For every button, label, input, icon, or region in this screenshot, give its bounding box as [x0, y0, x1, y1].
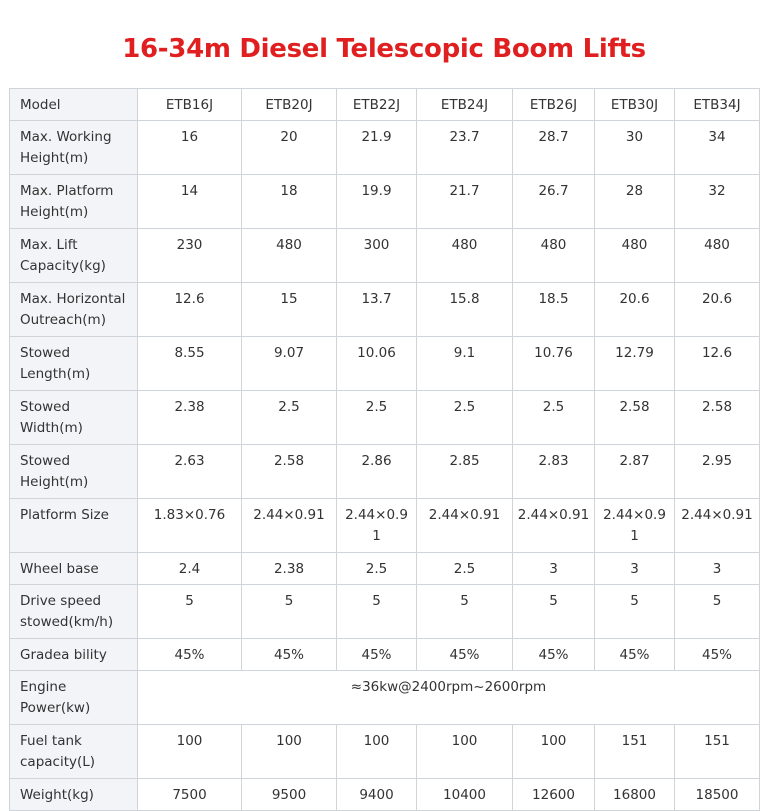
table-cell: 3	[595, 553, 675, 585]
table-row	[10, 391, 760, 445]
table-cell: 13.7	[337, 283, 417, 337]
row-label: Max. Platform Height(m)	[10, 175, 138, 229]
table-cell: 34	[675, 121, 760, 175]
table-cell: 9400	[337, 779, 417, 811]
table-cell: 2.95	[675, 445, 760, 499]
table-cell: 32	[675, 175, 760, 229]
model-header-cell: ETB34J	[675, 89, 760, 121]
table-cell: 2.85	[417, 445, 513, 499]
table-row	[10, 175, 760, 229]
table-cell: 100	[513, 725, 595, 779]
table-cell: 2.5	[337, 553, 417, 585]
model-header-cell: ETB26J	[513, 89, 595, 121]
table-cell: 2.83	[513, 445, 595, 499]
table-cell: 15	[242, 283, 337, 337]
table-row	[10, 337, 760, 391]
table-cell: 2.44×0.91	[675, 499, 760, 553]
page-title: 16-34m Diesel Telescopic Boom Lifts	[122, 34, 646, 64]
table-cell: 3	[675, 553, 760, 585]
table-cell: 20	[242, 121, 337, 175]
row-label: Stowed Height(m)	[10, 445, 138, 499]
table-row	[10, 725, 760, 779]
table-cell: 2.63	[138, 445, 242, 499]
table-cell: 18	[242, 175, 337, 229]
table-cell: 2.58	[675, 391, 760, 445]
table-cell: 2.38	[138, 391, 242, 445]
table-cell: 10.76	[513, 337, 595, 391]
table-cell: 45%	[417, 639, 513, 671]
table-cell: 100	[417, 725, 513, 779]
table-cell: 3	[513, 553, 595, 585]
table-row	[10, 283, 760, 337]
table-cell: 12.6	[138, 283, 242, 337]
table-cell: 9.07	[242, 337, 337, 391]
table-cell: 2.38	[242, 553, 337, 585]
table-cell: 480	[417, 229, 513, 283]
table-row	[10, 121, 760, 175]
table-cell: 14	[138, 175, 242, 229]
table-cell: 16800	[595, 779, 675, 811]
table-cell: 2.5	[337, 391, 417, 445]
table-cell: 18.5	[513, 283, 595, 337]
table-cell: 5	[595, 585, 675, 639]
table-cell: 20.6	[595, 283, 675, 337]
table-cell: 2.5	[417, 553, 513, 585]
model-header-cell: ETB30J	[595, 89, 675, 121]
table-cell: 2.4	[138, 553, 242, 585]
model-header-cell: ETB24J	[417, 89, 513, 121]
table-row	[10, 585, 760, 639]
table-cell: 5	[337, 585, 417, 639]
table-cell: 12600	[513, 779, 595, 811]
row-label: Max. Working Height(m)	[10, 121, 138, 175]
row-label: Weight(kg)	[10, 779, 138, 811]
row-label: Drive speed stowed(km/h)	[10, 585, 138, 639]
model-header-cell: ETB16J	[138, 89, 242, 121]
table-cell: 151	[595, 725, 675, 779]
table-cell: 45%	[513, 639, 595, 671]
table-cell: 18500	[675, 779, 760, 811]
spec-table	[9, 88, 760, 811]
table-cell: 26.7	[513, 175, 595, 229]
table-cell: 9500	[242, 779, 337, 811]
table-cell: 5	[138, 585, 242, 639]
table-cell: 2.5	[417, 391, 513, 445]
table-cell: 2.5	[242, 391, 337, 445]
table-cell: 28	[595, 175, 675, 229]
table-cell: 5	[675, 585, 760, 639]
table-cell: 45%	[337, 639, 417, 671]
table-cell: 21.7	[417, 175, 513, 229]
table-cell: 30	[595, 121, 675, 175]
model-header-cell: ETB22J	[337, 89, 417, 121]
table-cell: 1.83×0.76	[138, 499, 242, 553]
table-cell: 2.58	[242, 445, 337, 499]
table-row	[10, 671, 760, 725]
table-cell: 8.55	[138, 337, 242, 391]
table-cell: 300	[337, 229, 417, 283]
table-cell: 151	[675, 725, 760, 779]
table-cell: 23.7	[417, 121, 513, 175]
table-cell: 2.58	[595, 391, 675, 445]
table-cell: 7500	[138, 779, 242, 811]
row-label: Fuel tank capacity(L)	[10, 725, 138, 779]
table-cell: 10400	[417, 779, 513, 811]
table-cell: 16	[138, 121, 242, 175]
table-cell: 9.1	[417, 337, 513, 391]
table-cell: 45%	[242, 639, 337, 671]
row-label: Stowed Length(m)	[10, 337, 138, 391]
table-row	[10, 445, 760, 499]
row-label: Model	[10, 89, 138, 121]
table-cell: 19.9	[337, 175, 417, 229]
table-cell: 480	[242, 229, 337, 283]
table-cell: 45%	[595, 639, 675, 671]
table-cell: 480	[513, 229, 595, 283]
table-cell: 2.44×0.91	[595, 499, 675, 553]
row-label: Stowed Width(m)	[10, 391, 138, 445]
table-cell: 15.8	[417, 283, 513, 337]
table-cell: 12.6	[675, 337, 760, 391]
table-cell: 2.5	[513, 391, 595, 445]
table-cell: 20.6	[675, 283, 760, 337]
table-cell: 100	[242, 725, 337, 779]
table-row	[10, 499, 760, 553]
row-label: Engine Power(kw)	[10, 671, 138, 725]
table-cell: 12.79	[595, 337, 675, 391]
table-row	[10, 779, 760, 811]
table-row	[10, 639, 760, 671]
row-label: Max. Lift Capacity(kg)	[10, 229, 138, 283]
table-row	[10, 89, 760, 121]
row-label: Max. Horizontal Outreach(m)	[10, 283, 138, 337]
model-header-cell: ETB20J	[242, 89, 337, 121]
table-cell: 230	[138, 229, 242, 283]
row-span-value: ≈36kw@2400rpm~2600rpm	[138, 671, 760, 725]
table-cell: 2.87	[595, 445, 675, 499]
table-cell: 480	[595, 229, 675, 283]
table-cell: 5	[417, 585, 513, 639]
table-cell: 2.44×0.91	[242, 499, 337, 553]
row-label: Gradea bility	[10, 639, 138, 671]
table-cell: 100	[138, 725, 242, 779]
table-cell: 2.44×0.91	[417, 499, 513, 553]
row-label: Wheel base	[10, 553, 138, 585]
table-cell: 2.44×0.91	[513, 499, 595, 553]
table-cell: 480	[675, 229, 760, 283]
table-cell: 21.9	[337, 121, 417, 175]
row-label: Platform Size	[10, 499, 138, 553]
table-cell: 5	[513, 585, 595, 639]
table-cell: 45%	[675, 639, 760, 671]
table-cell: 2.86	[337, 445, 417, 499]
table-cell: 45%	[138, 639, 242, 671]
table-row	[10, 229, 760, 283]
table-cell: 28.7	[513, 121, 595, 175]
table-cell: 10.06	[337, 337, 417, 391]
table-cell: 5	[242, 585, 337, 639]
table-cell: 100	[337, 725, 417, 779]
table-row	[10, 553, 760, 585]
table-cell: 2.44×0.91	[337, 499, 417, 553]
